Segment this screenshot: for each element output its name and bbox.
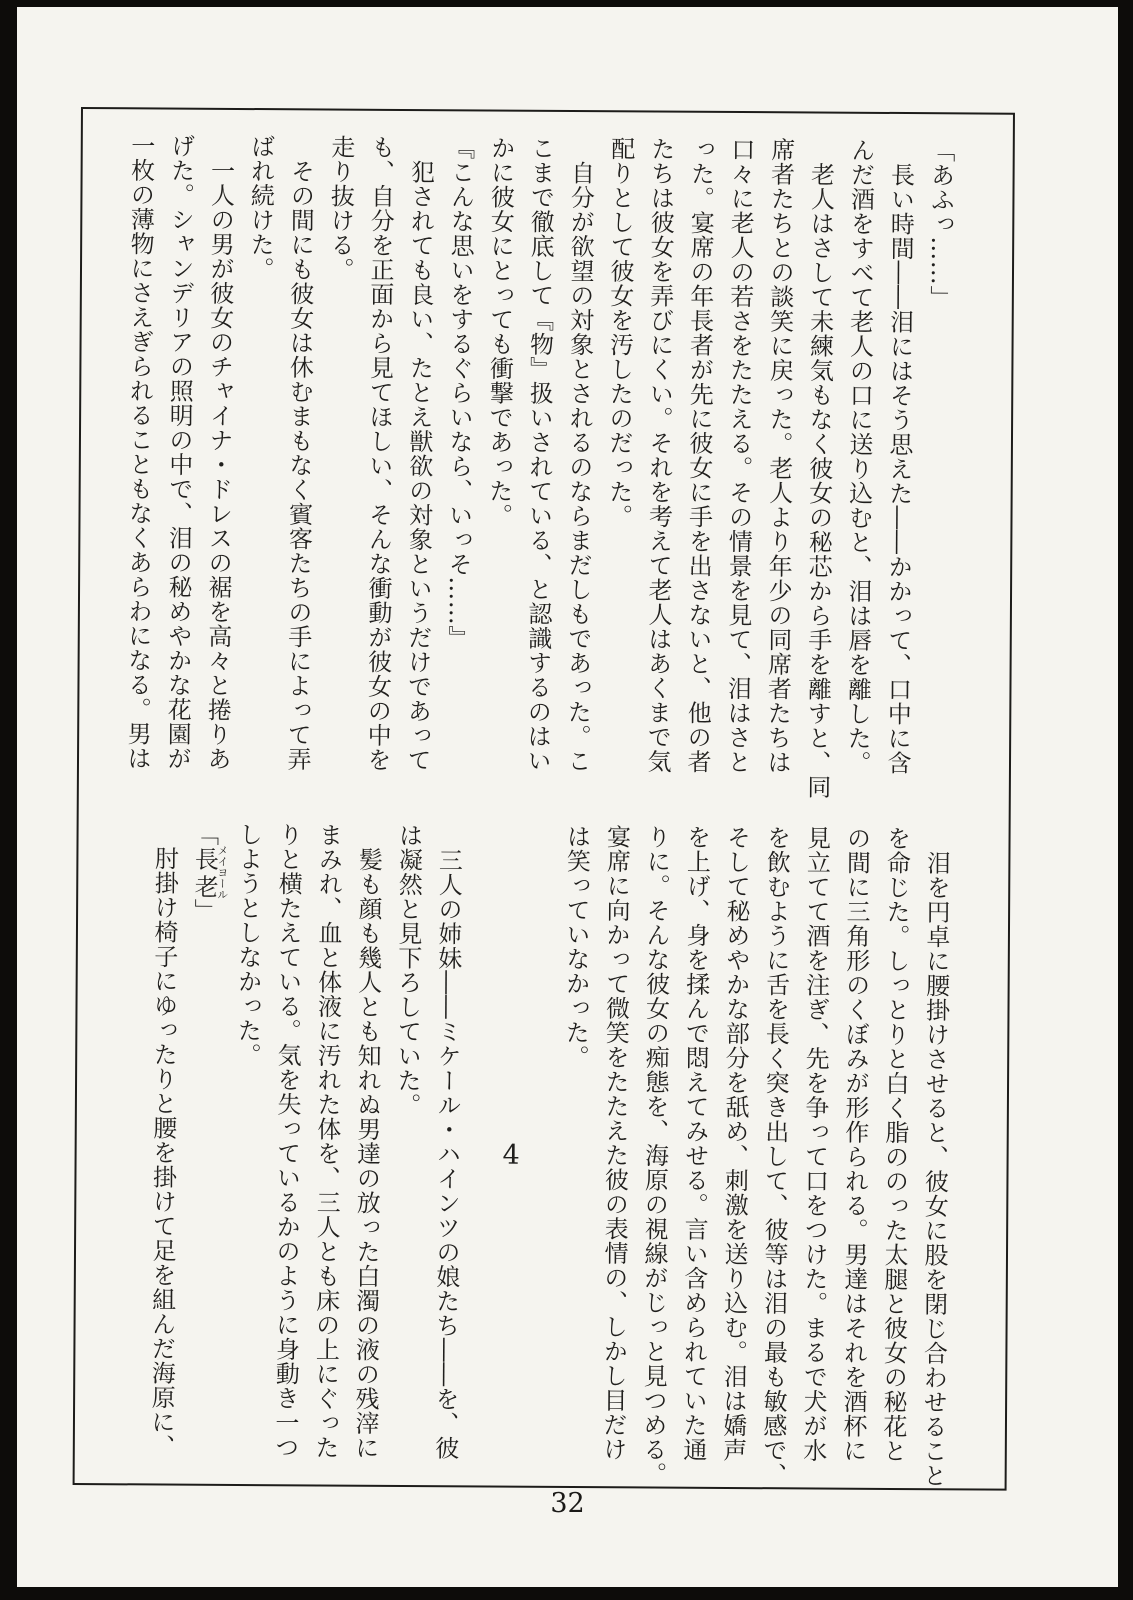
text-line: その間にも彼女は休むまもなく賓客たちの手によって弄 <box>282 134 315 772</box>
top-text-block <box>117 133 961 802</box>
text-line: を命じた。しっとりと白く脂ののった太腿と彼女の秘花と <box>878 825 911 1464</box>
ruby-annotated-word: 長老メイヨール <box>190 844 229 900</box>
text-line: を飲むように舌を長く突き出して、彼等は泪の最も敏感で、 <box>758 825 791 1487</box>
text-line: 犯されても良い、たとえ獣欲の対象というだけであって <box>402 134 435 773</box>
page-number: 32 <box>550 1488 585 1519</box>
text-line: こまで徹底して『物』扱いされている、と認識するのはい <box>522 135 555 773</box>
text-line: かに彼女にとっても衝撃であった。 <box>484 135 515 528</box>
text-line: 肘掛け椅子にゆったりと腰を掛けて足を組んだ海原に、 <box>146 821 179 1459</box>
text-line: そして秘めやかな部分を舐め、刺激を送り込む。泪は嬌声 <box>718 824 751 1463</box>
text-line: ばれ続けた。 <box>245 134 275 282</box>
section-number: 4 <box>495 1139 527 1172</box>
text-line: 長い時間――泪にはそう思えた――かかって、口中に含 <box>882 137 915 776</box>
text-line: った。宴席の年長者が先に彼女に手を出さないと、他の者 <box>682 136 715 774</box>
text-line: りと横たえている。気を失っているかのように身動き一つ <box>270 822 303 1460</box>
text-line: 宴席に向かって微笑をたたえた彼の表情の、しかし目だけ <box>598 824 631 1462</box>
text-line: 「あふっ……」 <box>925 138 955 310</box>
text-line: 髪も顔も幾人とも知れぬ男達の放った白濁の液の残滓に <box>350 822 383 1460</box>
text-line: 泪を円卓に腰掛けさせると、彼女に股を閉じ合わせること <box>918 826 951 1488</box>
text-line: 口々に老人の若さをたたえる。その情景を見て、泪はさと <box>722 136 755 775</box>
text-line: を上げ、身を揉んで悶えてみせる。言い含められていた通 <box>678 824 711 1462</box>
text-line: 一枚の薄物にさえぎられることもなくあらわになる。男は <box>122 133 155 771</box>
text-line: 見立てて酒を注ぎ、先を争って口をつけた。まるで犬が水 <box>798 825 831 1463</box>
text-line: は凝然と見下ろしていた。 <box>392 822 423 1118</box>
text-line: しようとしなかった。 <box>233 821 263 1068</box>
text-line: 三人の姉妹――ミケール・ハインツの娘たち――を、彼 <box>430 823 463 1461</box>
text-line: 『こんな思いをするぐらいなら、いっそ……』 <box>443 135 475 650</box>
dialogue-line-with-ruby: 「長老メイヨール」 <box>190 821 229 923</box>
text-line: まみれ、血と体液に汚れた体を、三人とも床の上にぐった <box>310 822 343 1460</box>
text-line: 走り抜ける。 <box>325 134 355 282</box>
text-line: の間に三角形のくぼみが形作られる。男達はそれを酒杯に <box>838 825 871 1463</box>
text-line: んだ酒をすべて老人の口に送り込むと、泪は唇を離した。 <box>842 137 875 775</box>
scanned-page <box>17 7 1118 1587</box>
text-line: たちは彼女を弄びにくい。それを考えて老人はあくまで気 <box>642 136 675 774</box>
text-line: 席者たちとの談笑に戻った。老人より年少の同席者たちは <box>762 137 795 775</box>
text-line: げた。シャンデリアの照明の中で、泪の秘めやかな花園が <box>162 133 195 771</box>
text-line: 一人の男が彼女のチャイナ・ドレスの裾を高々と捲りあ <box>202 133 235 771</box>
text-line: は笑っていなかった。 <box>561 823 591 1070</box>
text-line: りに。そんな彼女の痴態を、海原の視線がじっと見つめる。 <box>638 824 671 1487</box>
text-line: 老人はさして未練気もなく彼女の秘芯から手を離すと、同 <box>802 137 835 800</box>
furigana: メイヨール <box>215 844 229 900</box>
bottom-text-block <box>141 821 957 1490</box>
text-line: 配りとして彼女を汚したのだった。 <box>604 136 635 529</box>
text-line: 自分が欲望の対象とされるのならまだしもであった。こ <box>562 135 595 774</box>
text-frame <box>73 107 1015 1491</box>
text-line: も、自分を正面から見てほしい、そんな衝動が彼女の中を <box>362 134 395 772</box>
